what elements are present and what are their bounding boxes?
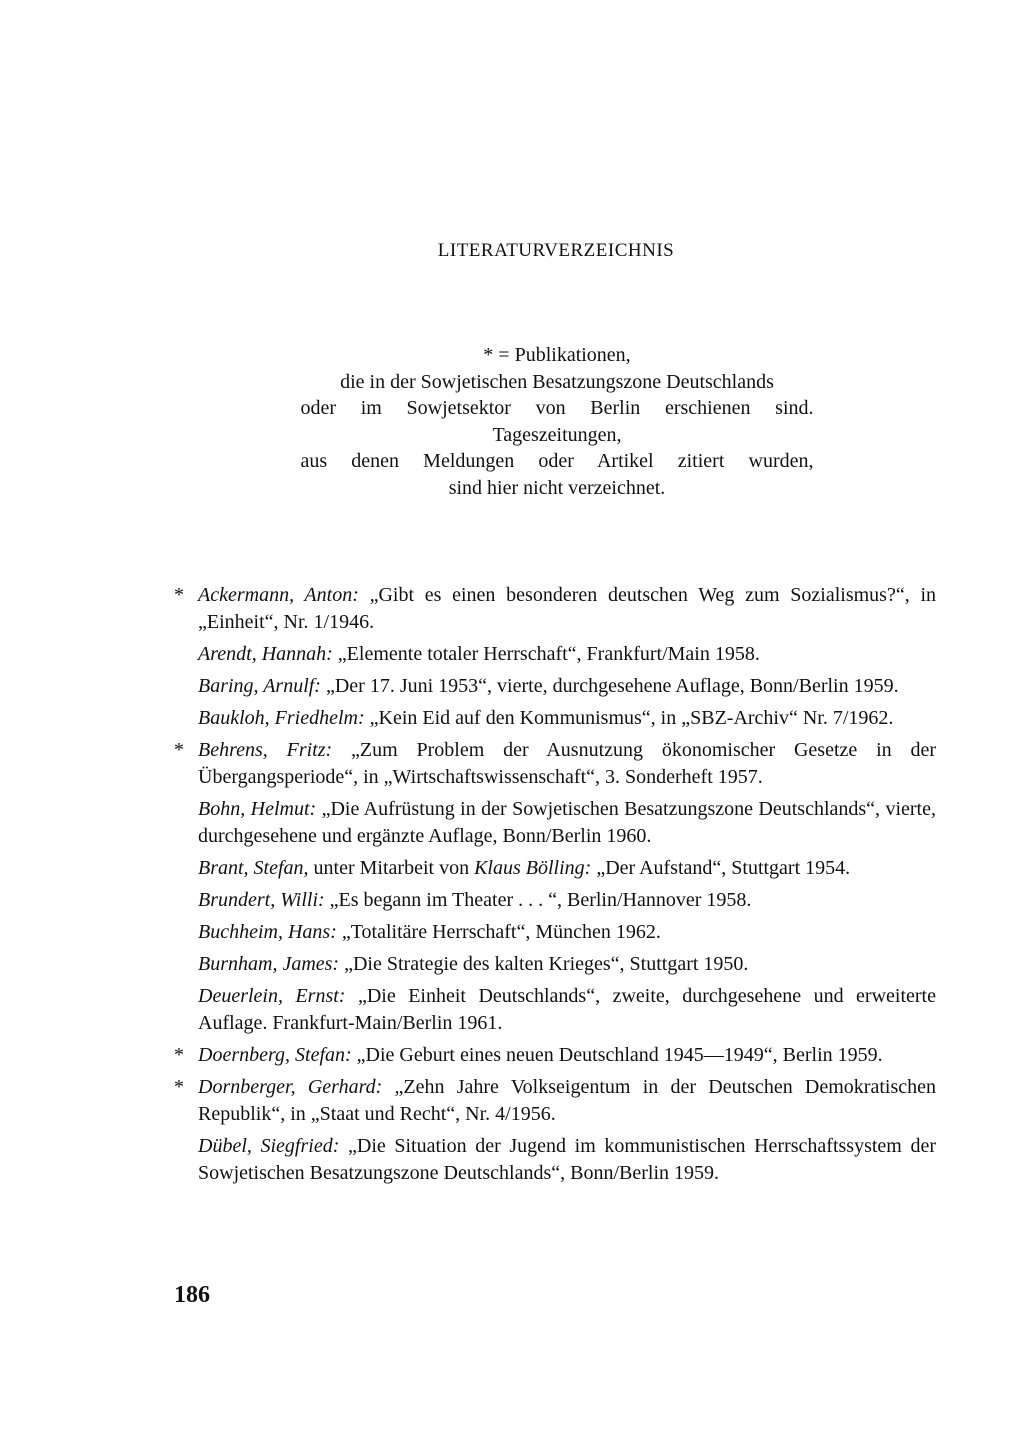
entry-author: Brundert, Willi: bbox=[198, 889, 325, 911]
publication-marker: * bbox=[174, 1076, 184, 1098]
bibliography-entry bbox=[198, 887, 936, 914]
entry-author: Arendt, Hannah: bbox=[198, 643, 333, 665]
bibliography-entry bbox=[198, 705, 936, 732]
bibliography-entry bbox=[198, 855, 936, 882]
publication-marker: * bbox=[174, 739, 184, 761]
entry-text: „Die Situation der Jugend im kommunistischen Herrschaftssystem der Sowjetischen Besatzungszone Deutschlands“, Bonn/Berlin 1959. bbox=[198, 1135, 936, 1184]
entry-text: „Zum Problem der Ausnutzung ökonomischer Gesetze in der Übergangsperiode“, in „Wirtschaftswissenschaft“, 3. Sonderheft 1957. bbox=[198, 739, 936, 788]
bibliography-entry bbox=[174, 1074, 936, 1128]
bibliography-list bbox=[174, 582, 936, 1192]
entry-text: „Es begann im Theater . . . “, Berlin/Hannover 1958. bbox=[324, 889, 752, 911]
entry-author: Burnham, James: bbox=[198, 953, 340, 975]
entry-author: Buchheim, Hans: bbox=[198, 921, 337, 943]
bibliography-entry bbox=[198, 983, 936, 1037]
publication-marker: * bbox=[174, 584, 184, 606]
entry-author: Baukloh, Friedhelm: bbox=[198, 707, 365, 729]
bibliography-entry bbox=[174, 582, 936, 636]
page-title: LITERATURVERZEICHNIS bbox=[437, 240, 675, 261]
entry-text: unter Mitarbeit von bbox=[308, 857, 475, 879]
entry-author: Brant, Stefan, bbox=[198, 857, 309, 879]
note-line: * = Publikationen, bbox=[483, 344, 631, 366]
bibliography-entry bbox=[174, 1042, 936, 1069]
entry-text: „Die Einheit Deutschlands“, zweite, durchgesehene und erweiterte Auflage. Frankfurt-Main/Berlin 1961. bbox=[198, 985, 936, 1034]
note-line: die in der Sowjetischen Besatzungszone Deutschlands bbox=[340, 370, 774, 393]
bibliography-entry bbox=[174, 737, 936, 791]
entry-text: „Kein Eid auf den Kommunismus“, in „SBZ-Archiv“ Nr. 7/1962. bbox=[364, 707, 894, 729]
bibliography-entry bbox=[198, 641, 936, 668]
entry-text: „Zehn Jahre Volkseigentum in der Deutschen Demokratischen Republik“, in „Staat und Recht“, Nr. 4/1956. bbox=[198, 1076, 936, 1125]
entry-author: Bohn, Helmut: bbox=[198, 798, 317, 820]
entry-author: Dornberger, Gerhard: bbox=[198, 1076, 383, 1098]
note-line: Tageszeitungen, bbox=[492, 423, 622, 446]
entry-text: „Der 17. Juni 1953“, vierte, durchgesehene Auflage, Bonn/Berlin 1959. bbox=[320, 675, 899, 697]
bibliography-entry bbox=[198, 673, 936, 700]
entry-author: Baring, Arnulf: bbox=[198, 675, 321, 697]
entry-text: „Der Aufstand“, Stuttgart 1954. bbox=[591, 857, 851, 879]
bibliography-entry bbox=[198, 796, 936, 850]
entry-author: Behrens, Fritz: bbox=[198, 739, 333, 761]
bibliography-entry bbox=[198, 1133, 936, 1187]
entry-author: Doernberg, Stefan: bbox=[198, 1044, 352, 1066]
entry-author: Ackermann, Anton: bbox=[198, 584, 359, 606]
page-number: 186 bbox=[174, 1282, 210, 1308]
bibliography-entry bbox=[198, 951, 936, 978]
publication-marker: * bbox=[174, 1044, 184, 1066]
entry-text: „Die Aufrüstung in der Sowjetischen Besatzungszone Deutschlands“, vierte, durchgesehene und ergänzte Auflage, Bonn/Berlin 1960. bbox=[198, 798, 936, 847]
entry-text: „Totalitäre Herrschaft“, München 1962. bbox=[336, 921, 661, 943]
entry-text: „Gibt es einen besonderen deutschen Weg zum Sozialismus?“, in „Einheit“, Nr. 1/1946. bbox=[198, 584, 936, 633]
entry-text: „Die Geburt eines neuen Deutschland 1945—1949“, Berlin 1959. bbox=[351, 1044, 883, 1066]
legend-note bbox=[200, 342, 914, 501]
entry-author: Dübel, Siegfried: bbox=[198, 1135, 340, 1157]
entry-author: Deuerlein, Ernst: bbox=[198, 985, 346, 1007]
entry-text: „Elemente totaler Herrschaft“, Frankfurt/Main 1958. bbox=[332, 643, 760, 665]
entry-text: „Die Strategie des kalten Krieges“, Stuttgart 1950. bbox=[339, 953, 749, 975]
note-line: sind hier nicht verzeichnet. bbox=[448, 476, 666, 499]
note-line: oder im Sowjetsektor von Berlin erschienen sind. bbox=[300, 397, 814, 419]
note-line: aus denen Meldungen oder Artikel zitiert wurden, bbox=[300, 450, 814, 472]
entry-coauthor: Klaus Bölling: bbox=[474, 857, 592, 879]
bibliography-entry bbox=[198, 919, 936, 946]
